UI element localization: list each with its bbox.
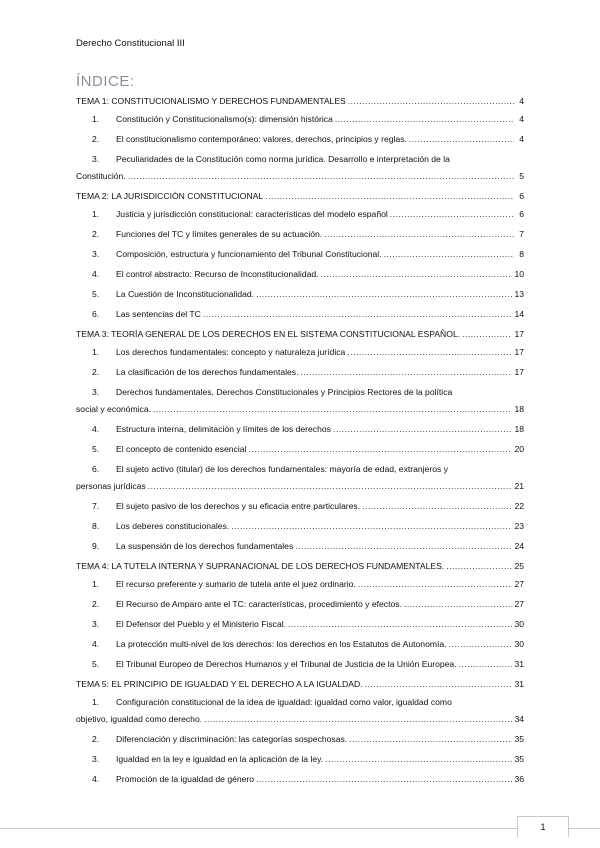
toc-item-number: 9.	[92, 541, 100, 551]
toc-topic-entry[interactable]	[76, 561, 524, 572]
toc-item-entry[interactable]	[76, 734, 524, 745]
toc-item-entry[interactable]	[76, 639, 524, 650]
toc-item-entry[interactable]	[76, 697, 524, 725]
toc-page-number: 21	[514, 481, 524, 491]
toc-item-number: 6.	[92, 309, 100, 319]
dot-leader	[325, 754, 512, 765]
toc-page-number: 4	[519, 96, 524, 106]
toc-item-number: 8.	[92, 521, 100, 531]
toc-entry-first-line	[76, 387, 524, 398]
toc-item-entry[interactable]	[76, 134, 524, 145]
toc-entry-first-line	[76, 697, 524, 708]
toc-entry-text: Diferenciación y discriminación: las categorías sospechosas.	[116, 734, 348, 744]
toc-entry-text: objetivo, igualdad como derecho.	[76, 714, 203, 724]
toc-item-number: 1.	[92, 579, 100, 589]
dot-leader	[362, 501, 512, 512]
toc-page-number: 27	[514, 579, 524, 589]
toc-item-entry[interactable]	[76, 754, 524, 765]
toc-page-number: 6	[519, 209, 524, 219]
toc-item-number: 5.	[92, 659, 100, 669]
toc-page-number: 27	[514, 599, 524, 609]
dot-leader	[153, 404, 512, 415]
toc-entry-text: TEMA 2: LA JURISDICCIÓN CONSTITUCIONAL	[76, 191, 264, 201]
toc-entry-first-line	[76, 464, 524, 475]
toc-entry-text: El sujeto activo (titular) de los derechos fundamentales: mayoría de edad, extranjeros y	[116, 464, 448, 474]
dot-leader	[203, 309, 513, 320]
dot-leader	[288, 619, 512, 630]
toc-item-entry[interactable]	[76, 269, 524, 280]
toc-item-entry[interactable]	[76, 599, 524, 610]
toc-item-entry[interactable]	[76, 387, 524, 415]
dot-leader	[349, 734, 512, 745]
toc-item-number: 2.	[92, 367, 100, 377]
toc-item-entry[interactable]	[76, 774, 524, 785]
toc-entry-text: El constitucionalismo contemporáneo: valores, derechos, principios y reglas.	[116, 134, 407, 144]
toc-item-number: 1.	[92, 209, 100, 219]
dot-leader	[128, 171, 514, 182]
toc-item-entry[interactable]	[76, 209, 524, 220]
toc-entry-text: Composición, estructura y funcionamiento del Tribunal Constitucional.	[116, 249, 382, 259]
toc-entry-text: El sujeto pasivo de los derechos y su eficacia entre particulares.	[116, 501, 361, 511]
running-header: Derecho Constitucional III	[76, 38, 185, 49]
toc-item-entry[interactable]	[76, 114, 524, 125]
toc-page-number: 5	[519, 171, 524, 181]
toc-page-number: 30	[514, 619, 524, 629]
toc-topic-entry[interactable]	[76, 191, 524, 202]
toc-page-number: 30	[514, 639, 524, 649]
toc-entry-text: Igualdad en la ley e igualdad en la aplicación de la ley.	[116, 754, 324, 764]
footer-divider	[0, 828, 600, 829]
toc-item-entry[interactable]	[76, 154, 524, 182]
toc-entry-text: Funciones del TC y límites generales de su actuación.	[116, 229, 323, 239]
dot-leader	[204, 714, 512, 725]
dot-leader	[265, 191, 514, 202]
toc-item-number: 1.	[92, 697, 100, 707]
toc-page-number: 22	[514, 501, 524, 511]
toc-entry-text: El concepto de contenido esencial	[116, 444, 247, 454]
toc-page-number: 10	[514, 269, 524, 279]
toc-page-number: 8	[519, 249, 524, 259]
dot-leader	[459, 659, 513, 670]
table-of-contents	[76, 96, 524, 794]
toc-item-number: 3.	[92, 754, 100, 764]
toc-entry-text: TEMA 4: LA TUTELA INTERNA Y SUPRANACIONAL DE LOS DERECHOS FUNDAMENTALES.	[76, 561, 445, 571]
dot-leader	[449, 639, 513, 650]
toc-item-entry[interactable]	[76, 501, 524, 512]
toc-item-number: 2.	[92, 734, 100, 744]
dot-leader	[348, 96, 514, 107]
toc-item-number: 3.	[92, 619, 100, 629]
dot-leader	[365, 679, 513, 690]
toc-item-entry[interactable]	[76, 541, 524, 552]
toc-page-number: 4	[519, 114, 524, 124]
toc-entry-continuation	[76, 481, 524, 492]
toc-entry-text: social y económica.	[76, 404, 151, 414]
toc-topic-entry[interactable]	[76, 96, 524, 107]
dot-leader	[301, 367, 513, 378]
toc-item-entry[interactable]	[76, 464, 524, 492]
toc-item-entry[interactable]	[76, 579, 524, 590]
dot-leader	[248, 444, 512, 455]
toc-page-number: 31	[514, 659, 524, 669]
toc-item-number: 1.	[92, 347, 100, 357]
toc-page-number: 35	[514, 754, 524, 764]
toc-topic-entry[interactable]	[76, 679, 524, 690]
page-number: 1	[517, 816, 569, 837]
dot-leader	[148, 481, 513, 492]
dot-leader	[333, 424, 512, 435]
toc-entry-text: Promoción de la igualdad de género	[116, 774, 255, 784]
dot-leader	[409, 134, 514, 145]
dot-leader	[384, 249, 514, 260]
index-title: ÍNDICE:	[76, 73, 135, 90]
toc-item-number: 2.	[92, 599, 100, 609]
toc-entry-text: La clasificación de los derechos fundamentales.	[116, 367, 299, 377]
toc-entry-text: La protección multi-nivel de los derechos: los derechos en los Estatutos de Autonomía.	[116, 639, 447, 649]
toc-entry-text: La suspensión de los derechos fundamentales	[116, 541, 294, 551]
dot-leader	[321, 269, 513, 280]
dot-leader	[462, 329, 512, 340]
toc-item-number: 3.	[92, 249, 100, 259]
toc-item-number: 5.	[92, 444, 100, 454]
toc-item-number: 3.	[92, 154, 100, 164]
toc-entry-text: Constitución y Constitucionalismo(s): dimensión histórica	[116, 114, 333, 124]
toc-item-entry[interactable]	[76, 619, 524, 630]
dot-leader	[390, 209, 514, 220]
toc-entry-text: personas jurídicas	[76, 481, 146, 491]
toc-item-entry[interactable]	[76, 289, 524, 300]
dot-leader	[404, 599, 512, 610]
toc-page-number: 7	[519, 229, 524, 239]
dot-leader	[446, 561, 512, 572]
dot-leader	[358, 579, 513, 590]
toc-entry-text: TEMA 1: CONSTITUCIONALISMO Y DERECHOS FUNDAMENTALES	[76, 96, 346, 106]
toc-page-number: 13	[514, 289, 524, 299]
toc-page-number: 31	[514, 679, 524, 689]
toc-item-entry[interactable]	[76, 424, 524, 435]
toc-page-number: 23	[514, 521, 524, 531]
dot-leader	[231, 521, 512, 532]
dot-leader	[324, 229, 514, 240]
toc-page-number: 34	[514, 714, 524, 724]
toc-entry-text: Peculiaridades de la Constitución como norma jurídica. Desarrollo e interpretación de la	[116, 154, 450, 164]
toc-page-number: 18	[514, 404, 524, 414]
toc-page-number: 17	[514, 367, 524, 377]
toc-page-number: 25	[514, 561, 524, 571]
toc-entry-text: El Recurso de Amparo ante el TC: características, procedimiento y efectos.	[116, 599, 402, 609]
toc-topic-entry[interactable]	[76, 329, 524, 340]
toc-item-number: 4.	[92, 269, 100, 279]
toc-item-entry[interactable]	[76, 249, 524, 260]
toc-item-number: 5.	[92, 289, 100, 299]
toc-item-number: 6.	[92, 464, 100, 474]
toc-entry-text: Los derechos fundamentales: concepto y naturaleza jurídica	[116, 347, 346, 357]
toc-page-number: 4	[519, 134, 524, 144]
toc-page-number: 14	[514, 309, 524, 319]
toc-item-entry[interactable]	[76, 659, 524, 670]
toc-entry-text: El Defensor del Pueblo y el Ministerio Fiscal.	[116, 619, 287, 629]
toc-entry-text: TEMA 5: EL PRINCIPIO DE IGUALDAD Y EL DERECHO A LA IGUALDAD.	[76, 679, 363, 689]
toc-page-number: 17	[514, 329, 524, 339]
toc-item-number: 1.	[92, 114, 100, 124]
toc-entry-text: Configuración constitucional de la idea de igualdad: igualdad como valor, igualdad como	[116, 697, 452, 707]
toc-entry-continuation	[76, 171, 524, 182]
toc-item-entry[interactable]	[76, 347, 524, 358]
toc-entry-text: TEMA 3: TEORÍA GENERAL DE LOS DERECHOS EN EL SISTEMA CONSTITUCIONAL ESPAÑOL.	[76, 329, 461, 339]
toc-entry-text: El recurso preferente y sumario de tutela ante el juez ordinario.	[116, 579, 356, 589]
toc-item-number: 4.	[92, 424, 100, 434]
toc-item-number: 2.	[92, 229, 100, 239]
toc-entry-text: Los deberes constitucionales.	[116, 521, 230, 531]
toc-page-number: 35	[514, 734, 524, 744]
toc-entry-text: El Tribunal Europeo de Derechos Humanos y el Tribunal de Justicia de la Unión Europea.	[116, 659, 457, 669]
toc-entry-text: Justicia y jurisdicción constitucional: características del modelo español	[116, 209, 388, 219]
toc-entry-continuation	[76, 404, 524, 415]
dot-leader	[335, 114, 514, 125]
toc-item-entry[interactable]	[76, 521, 524, 532]
toc-entry-text: Derechos fundamentales, Derechos Constitucionales y Principios Rectores de la política	[116, 387, 453, 397]
toc-entry-text: La Cuestión de Inconstitucionalidad.	[116, 289, 255, 299]
toc-item-entry[interactable]	[76, 444, 524, 455]
toc-entry-continuation	[76, 714, 524, 725]
toc-item-number: 4.	[92, 774, 100, 784]
toc-page-number: 18	[514, 424, 524, 434]
dot-leader	[256, 774, 512, 785]
toc-item-number: 2.	[92, 134, 100, 144]
toc-page-number: 6	[519, 191, 524, 201]
toc-page-number: 20	[514, 444, 524, 454]
toc-item-number: 3.	[92, 387, 100, 397]
toc-item-entry[interactable]	[76, 309, 524, 320]
toc-page-number: 17	[514, 347, 524, 357]
toc-item-number: 7.	[92, 501, 100, 511]
toc-entry-text: Constitución.	[76, 171, 126, 181]
dot-leader	[347, 347, 512, 358]
toc-item-entry[interactable]	[76, 367, 524, 378]
toc-item-number: 4.	[92, 639, 100, 649]
toc-page-number: 24	[514, 541, 524, 551]
toc-entry-text: Las sentencias del TC	[116, 309, 201, 319]
toc-item-entry[interactable]	[76, 229, 524, 240]
toc-entry-text: Estructura interna, delimitación y límites de los derechos	[116, 424, 331, 434]
toc-entry-first-line	[76, 154, 524, 165]
toc-entry-text: El control abstracto: Recurso de Inconstitucionalidad.	[116, 269, 319, 279]
toc-page-number: 36	[514, 774, 524, 784]
dot-leader	[256, 289, 512, 300]
dot-leader	[295, 541, 512, 552]
